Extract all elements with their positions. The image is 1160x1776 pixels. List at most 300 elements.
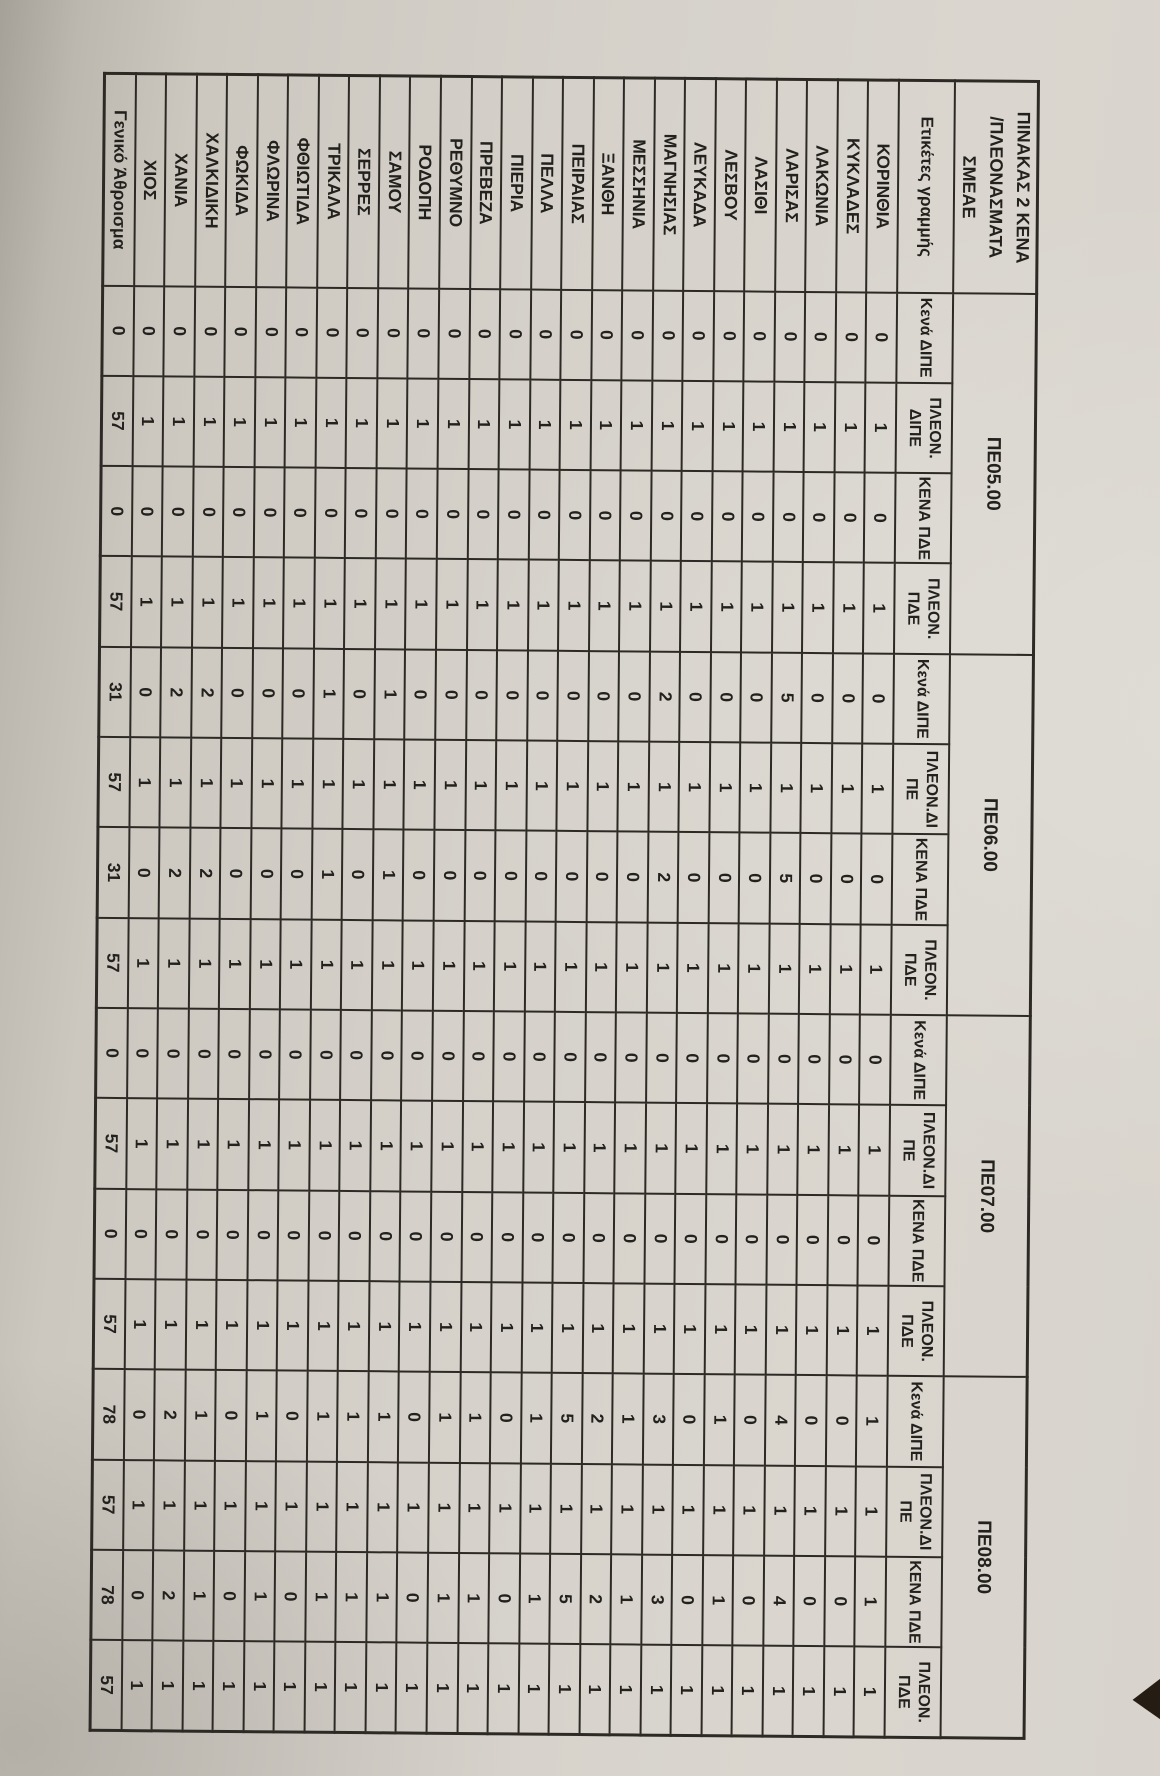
value-cell: 0 — [553, 1192, 584, 1283]
value-cell: 0 — [308, 1190, 339, 1281]
value-cell: 1 — [463, 921, 494, 1012]
value-cell: 1 — [311, 919, 342, 1010]
row-label: ΠΙΕΡΙΑ — [500, 77, 532, 289]
value-cell: 0 — [215, 1370, 246, 1461]
value-cell: 0 — [589, 470, 620, 561]
value-cell: 5 — [770, 833, 801, 924]
column-header: Κενά ΔΙΠΕ — [893, 653, 950, 744]
value-cell: 5 — [549, 1554, 580, 1645]
value-cell: 1 — [828, 1105, 859, 1196]
value-cell: 1 — [521, 1373, 552, 1464]
value-cell: 1 — [438, 379, 469, 470]
value-cell: 0 — [651, 471, 682, 562]
value-cell: 0 — [834, 472, 865, 563]
value-cell: 0 — [499, 289, 530, 380]
value-cell: 0 — [826, 1375, 857, 1466]
value-cell: 0 — [798, 1014, 829, 1105]
value-cell: 0 — [835, 292, 866, 383]
value-cell: 1 — [187, 1099, 218, 1190]
value-cell: 1 — [398, 1462, 429, 1553]
value-cell: 1 — [735, 1284, 766, 1375]
group-header-pe05: ΠΕ05.00 — [950, 293, 1037, 655]
value-cell: 0 — [466, 650, 497, 741]
value-cell: 0 — [797, 1195, 828, 1286]
value-cell: 0 — [217, 1189, 248, 1280]
value-cell: 1 — [586, 922, 617, 1013]
value-cell: 1 — [833, 563, 864, 654]
value-cell: 1 — [124, 1279, 155, 1370]
value-cell: 1 — [274, 1642, 305, 1733]
value-cell: 0 — [283, 648, 314, 739]
value-cell: 0 — [400, 1191, 431, 1282]
value-cell: 1 — [648, 742, 679, 833]
value-cell: 0 — [220, 828, 251, 919]
value-cell: 1 — [312, 739, 343, 830]
value-cell: 1 — [489, 1463, 520, 1554]
value-cell: 0 — [585, 1012, 616, 1103]
value-cell: 1 — [582, 1283, 613, 1374]
value-cell: 0 — [408, 288, 439, 379]
value-cell: 1 — [399, 1281, 430, 1372]
value-cell: 1 — [126, 1098, 157, 1189]
value-cell: 57 — [95, 1098, 127, 1189]
value-cell: 1 — [277, 1280, 308, 1371]
value-cell: 0 — [275, 1551, 306, 1642]
row-label: ΞΑΝΘΗ — [592, 78, 624, 290]
value-cell: 1 — [801, 743, 832, 834]
value-cell: 1 — [497, 560, 528, 651]
value-cell: 1 — [337, 1371, 368, 1462]
value-cell: 1 — [467, 559, 498, 650]
value-cell: 0 — [222, 648, 253, 739]
value-cell: 1 — [370, 1101, 401, 1192]
value-cell: 1 — [677, 923, 708, 1014]
value-cell: 1 — [680, 561, 711, 652]
value-cell: 1 — [153, 1460, 184, 1551]
value-cell: 2 — [580, 1554, 611, 1645]
row-label: ΛΑΡΙΣΑΣ — [775, 79, 807, 291]
value-cell: 1 — [304, 1642, 335, 1733]
value-cell: 1 — [708, 923, 739, 1014]
value-cell: 0 — [492, 1192, 523, 1283]
value-cell: 1 — [245, 1461, 276, 1552]
value-cell: 1 — [250, 919, 281, 1010]
value-cell: 1 — [860, 924, 891, 1015]
value-cell: 0 — [467, 469, 498, 560]
column-header: ΠΛΕΟΝ. ΠΔΕ — [885, 1647, 942, 1738]
value-cell: 0 — [824, 1556, 855, 1647]
value-cell: 0 — [315, 468, 346, 559]
value-cell: 1 — [798, 1104, 829, 1195]
value-cell: 1 — [823, 1646, 854, 1737]
value-cell: 0 — [94, 1188, 126, 1279]
value-cell: 0 — [800, 833, 831, 924]
value-cell: 0 — [866, 292, 897, 383]
value-cell: 1 — [183, 1550, 214, 1641]
value-cell: 1 — [459, 1372, 490, 1463]
value-cell: 0 — [127, 1008, 158, 1099]
column-header: ΚΕΝΑ ΠΔΕ — [895, 473, 952, 564]
table-title: ΠΙΝΑΚΑΣ 2 ΚΕΝΑ /ΠΛΕΟΝΑΣΜΑΤΑ ΣΜΕΑΕ — [953, 81, 1038, 294]
value-cell: 1 — [192, 557, 223, 648]
value-cell: 0 — [734, 1375, 765, 1466]
value-cell: 1 — [280, 919, 311, 1010]
value-cell: 0 — [832, 653, 863, 744]
column-header: Κενά ΔΙΠΕ — [896, 292, 953, 383]
value-cell: 1 — [221, 738, 252, 829]
value-cell: 1 — [581, 1464, 612, 1555]
value-cell: 0 — [858, 1195, 889, 1286]
row-label: ΧΙΟΣ — [134, 74, 166, 286]
value-cell: 1 — [523, 1102, 554, 1193]
value-cell: 1 — [862, 744, 893, 835]
value-cell: 0 — [683, 290, 714, 381]
value-cell: 1 — [251, 738, 282, 829]
value-cell: 1 — [494, 921, 525, 1012]
value-cell: 1 — [152, 1641, 183, 1732]
value-cell: 1 — [214, 1460, 245, 1551]
value-cell: 0 — [713, 291, 744, 382]
value-cell: 1 — [732, 1646, 763, 1737]
value-cell: 0 — [377, 288, 408, 379]
value-cell: 1 — [619, 561, 650, 652]
value-cell: 1 — [528, 560, 559, 651]
value-cell: 0 — [249, 1009, 280, 1100]
value-cell: 1 — [518, 1644, 549, 1735]
value-cell: 0 — [827, 1195, 858, 1286]
value-cell: 1 — [307, 1371, 338, 1462]
value-cell: 0 — [805, 291, 836, 382]
value-cell: 1 — [613, 1283, 644, 1374]
value-cell: 1 — [857, 1285, 888, 1376]
value-cell: 1 — [865, 382, 896, 473]
value-cell: 57 — [93, 1279, 125, 1370]
value-cell: 1 — [246, 1370, 277, 1461]
value-cell: 0 — [276, 1371, 307, 1462]
value-cell: 0 — [286, 287, 317, 378]
value-cell: 0 — [405, 649, 436, 740]
value-cell: 1 — [132, 376, 163, 467]
value-cell: 0 — [742, 472, 773, 563]
value-cell: 1 — [610, 1644, 641, 1735]
value-cell: 1 — [703, 1465, 734, 1556]
value-cell: 1 — [346, 378, 377, 469]
value-cell: 1 — [460, 1282, 491, 1373]
value-cell: 1 — [764, 1465, 795, 1556]
value-cell: 1 — [856, 1376, 887, 1467]
value-cell: 0 — [398, 1372, 429, 1463]
value-cell: 1 — [160, 737, 191, 828]
value-cell: 1 — [129, 737, 160, 828]
value-cell: 1 — [344, 558, 375, 649]
value-cell: 0 — [247, 1190, 278, 1281]
row-label: ΧΑΛΚΙΔΙΚΗ — [195, 74, 227, 286]
value-cell: 1 — [827, 1285, 858, 1376]
column-header: ΠΛΕΟΝ. ΠΔΕ — [894, 563, 951, 654]
value-cell: 1 — [611, 1464, 642, 1555]
value-cell: 0 — [707, 1013, 738, 1104]
value-cell: 1 — [550, 1463, 581, 1554]
column-header: ΠΛΕΟΝ.ΔΙ ΠΕ — [886, 1466, 943, 1557]
value-cell: 0 — [406, 469, 437, 560]
value-cell: 0 — [402, 1010, 433, 1101]
value-cell: 1 — [341, 920, 372, 1011]
value-cell: 1 — [589, 561, 620, 652]
value-cell: 5 — [771, 652, 802, 743]
column-header: ΚΕΝΑ ΠΔΕ — [885, 1557, 942, 1648]
value-cell: 0 — [652, 290, 683, 381]
value-cell: 1 — [368, 1371, 399, 1462]
value-cell: 0 — [863, 653, 894, 744]
row-label: ΛΕΥΚΑΔΑ — [683, 78, 715, 290]
value-cell: 0 — [493, 1011, 524, 1102]
value-cell: 1 — [553, 1102, 584, 1193]
value-cell: 1 — [743, 381, 774, 472]
value-cell: 1 — [587, 741, 618, 832]
column-header: Κενά ΔΙΠΕ — [890, 1015, 947, 1106]
value-cell: 0 — [496, 650, 527, 741]
value-cell: 1 — [155, 1279, 186, 1370]
value-cell: 0 — [255, 287, 286, 378]
value-cell: 1 — [558, 560, 589, 651]
value-cell: 1 — [529, 379, 560, 470]
value-cell: 0 — [403, 830, 434, 921]
value-cell: 1 — [161, 557, 192, 648]
value-cell: 0 — [860, 1014, 891, 1105]
row-label: ΡΟΔΟΠΗ — [409, 76, 441, 288]
value-cell: 0 — [559, 470, 590, 561]
value-cell: 1 — [163, 376, 194, 467]
value-cell: 57 — [92, 1459, 124, 1550]
row-label-header: Ετικέτες γραμμής — [897, 80, 955, 292]
value-cell: 1 — [560, 380, 591, 471]
value-cell: 1 — [859, 1105, 890, 1196]
value-cell: 1 — [831, 743, 862, 834]
value-cell: 1 — [123, 1460, 154, 1551]
value-cell: 1 — [253, 558, 284, 649]
value-cell: 1 — [643, 1284, 674, 1375]
value-cell: 0 — [498, 469, 529, 560]
value-cell: 1 — [314, 558, 345, 649]
value-cell: 0 — [133, 286, 164, 377]
value-cell: 0 — [100, 466, 132, 557]
value-cell: 1 — [222, 557, 253, 648]
value-cell: 1 — [676, 1103, 707, 1194]
value-cell: 1 — [283, 558, 314, 649]
value-cell: 1 — [427, 1553, 458, 1644]
value-cell: 2 — [582, 1373, 613, 1464]
value-cell: 1 — [741, 562, 772, 653]
value-cell: 0 — [672, 1555, 703, 1646]
value-cell: 0 — [128, 827, 159, 918]
value-cell: 1 — [863, 563, 894, 654]
value-cell: 0 — [464, 830, 495, 921]
value-cell: 0 — [739, 833, 770, 924]
value-cell: 0 — [214, 1551, 245, 1642]
value-cell: 1 — [856, 1466, 887, 1557]
row-label: ΜΕΣΣΗΝΙΑ — [622, 78, 654, 290]
value-cell: 2 — [160, 647, 191, 738]
row-label: ΡΕΘΥΜΝΟ — [439, 76, 471, 288]
row-label: ΠΕΛΛΑ — [531, 77, 563, 289]
value-cell: 0 — [341, 1010, 372, 1101]
value-cell: 1 — [401, 1101, 432, 1192]
value-cell: 1 — [701, 1645, 732, 1736]
value-cell: 1 — [224, 377, 255, 468]
value-cell: 1 — [835, 382, 866, 473]
value-cell: 1 — [458, 1553, 489, 1644]
value-cell: 1 — [216, 1280, 247, 1371]
value-cell: 1 — [830, 924, 861, 1015]
value-cell: 1 — [131, 557, 162, 648]
column-header: ΠΛΕΟΝ.ΔΙ ΠΕ — [892, 744, 949, 835]
column-header: ΠΛΕΟΝ. ΠΔΕ — [891, 924, 948, 1015]
value-cell: 1 — [313, 648, 344, 739]
value-cell: 1 — [650, 561, 681, 652]
value-cell: 1 — [672, 1464, 703, 1555]
value-cell: 1 — [431, 1101, 462, 1192]
value-cell: 5 — [551, 1373, 582, 1464]
value-cell: 1 — [854, 1647, 885, 1738]
value-cell: 1 — [526, 741, 557, 832]
value-cell: 0 — [488, 1553, 519, 1644]
value-cell: 0 — [676, 1013, 707, 1104]
value-cell: 0 — [583, 1193, 614, 1284]
group-header-pe06: ΠΕ06.00 — [947, 654, 1034, 1016]
value-cell: 0 — [679, 652, 710, 743]
value-cell: 1 — [555, 921, 586, 1012]
value-cell: 1 — [243, 1641, 274, 1732]
value-cell: 57 — [98, 737, 130, 828]
value-cell: 1 — [802, 562, 833, 653]
row-label: ΤΡΙΚΑΛΑ — [317, 75, 349, 287]
value-cell: 1 — [549, 1644, 580, 1735]
value-cell: 1 — [621, 380, 652, 471]
value-cell: 1 — [373, 739, 404, 830]
value-cell: 0 — [342, 829, 373, 920]
value-cell: 1 — [373, 830, 404, 921]
value-cell: 0 — [617, 832, 648, 923]
value-cell: 0 — [345, 468, 376, 559]
row-label: ΛΑΣΙΘΙ — [744, 79, 776, 291]
value-cell: 1 — [436, 559, 467, 650]
value-cell: 1 — [612, 1374, 643, 1465]
value-cell: 1 — [770, 743, 801, 834]
value-cell: 1 — [427, 1643, 458, 1734]
value-cell: 0 — [156, 1189, 187, 1280]
value-cell: 1 — [704, 1374, 735, 1465]
value-cell: 0 — [490, 1373, 521, 1464]
value-cell: 1 — [552, 1283, 583, 1374]
value-cell: 1 — [499, 379, 530, 470]
value-cell: 1 — [795, 1465, 826, 1556]
column-header: ΚΕΝΑ ΠΔΕ — [892, 834, 949, 925]
value-cell: 0 — [557, 651, 588, 742]
value-cell: 1 — [367, 1462, 398, 1553]
value-cell: 2 — [189, 828, 220, 919]
value-cell: 1 — [706, 1103, 737, 1194]
row-label: ΦΩΚΙΔΑ — [225, 74, 257, 286]
value-cell: 1 — [855, 1556, 886, 1647]
value-cell: 3 — [641, 1554, 672, 1645]
value-cell: 0 — [802, 653, 833, 744]
value-cell: 1 — [492, 1102, 523, 1193]
value-cell: 1 — [219, 919, 250, 1010]
value-cell: 1 — [185, 1370, 216, 1461]
value-cell: 1 — [308, 1281, 339, 1372]
value-cell: 0 — [193, 467, 224, 558]
value-cell: 1 — [488, 1643, 519, 1734]
value-cell: 1 — [799, 924, 830, 1015]
value-cell: 1 — [579, 1644, 610, 1735]
value-cell: 2 — [159, 828, 190, 919]
value-cell: 0 — [615, 1012, 646, 1103]
value-cell: 0 — [527, 650, 558, 741]
value-cell: 0 — [397, 1552, 428, 1643]
value-cell: 0 — [618, 651, 649, 742]
value-cell: 31 — [99, 647, 131, 738]
value-cell: 1 — [491, 1282, 522, 1373]
value-cell: 1 — [711, 562, 742, 653]
value-cell: 0 — [252, 648, 283, 739]
value-cell: 0 — [122, 1550, 153, 1641]
value-cell: 1 — [496, 740, 527, 831]
photo-artifact-arrow — [1132, 1678, 1160, 1720]
value-cell: 0 — [864, 473, 895, 564]
value-cell: 1 — [804, 382, 835, 473]
value-cell: 1 — [121, 1640, 152, 1731]
value-cell: 1 — [709, 742, 740, 833]
value-cell: 1 — [521, 1282, 552, 1373]
value-cell: 1 — [336, 1552, 367, 1643]
value-cell: 1 — [762, 1646, 793, 1737]
value-cell: 1 — [285, 377, 316, 468]
value-cell: 1 — [651, 380, 682, 471]
value-cell: 1 — [309, 1100, 340, 1191]
value-cell: 1 — [773, 382, 804, 473]
value-cell: 1 — [157, 1099, 188, 1190]
value-cell: 0 — [461, 1192, 492, 1283]
value-cell: 0 — [803, 472, 834, 563]
value-cell: 0 — [371, 1010, 402, 1101]
value-cell: 1 — [459, 1463, 490, 1554]
value-cell: 1 — [796, 1285, 827, 1376]
row-label: ΜΑΓΝΗΣΙΑΣ — [653, 78, 685, 290]
value-cell: 0 — [316, 287, 347, 378]
value-cell: 1 — [402, 920, 433, 1011]
value-cell: 1 — [377, 378, 408, 469]
value-cell: 0 — [188, 1009, 219, 1100]
value-cell: 1 — [372, 920, 403, 1011]
row-label: ΧΑΝΙΑ — [164, 74, 196, 286]
value-cell: 0 — [741, 652, 772, 743]
value-cell: 2 — [153, 1550, 184, 1641]
row-label: ΛΕΣΒΟΥ — [714, 79, 746, 291]
value-cell: 0 — [556, 831, 587, 922]
value-cell: 1 — [218, 1099, 249, 1190]
value-cell: 2 — [154, 1370, 185, 1461]
value-cell: 0 — [218, 1009, 249, 1100]
value-cell: 1 — [611, 1554, 642, 1645]
value-cell: 0 — [622, 290, 653, 381]
value-cell: 0 — [708, 833, 739, 924]
value-cell: 1 — [338, 1281, 369, 1372]
value-cell: 0 — [675, 1193, 706, 1284]
rotated-table-sheet — [89, 72, 1040, 1740]
value-cell: 0 — [223, 467, 254, 558]
value-cell: 1 — [279, 1100, 310, 1191]
row-label: ΠΕΙΡΑΙΑΣ — [561, 77, 593, 289]
